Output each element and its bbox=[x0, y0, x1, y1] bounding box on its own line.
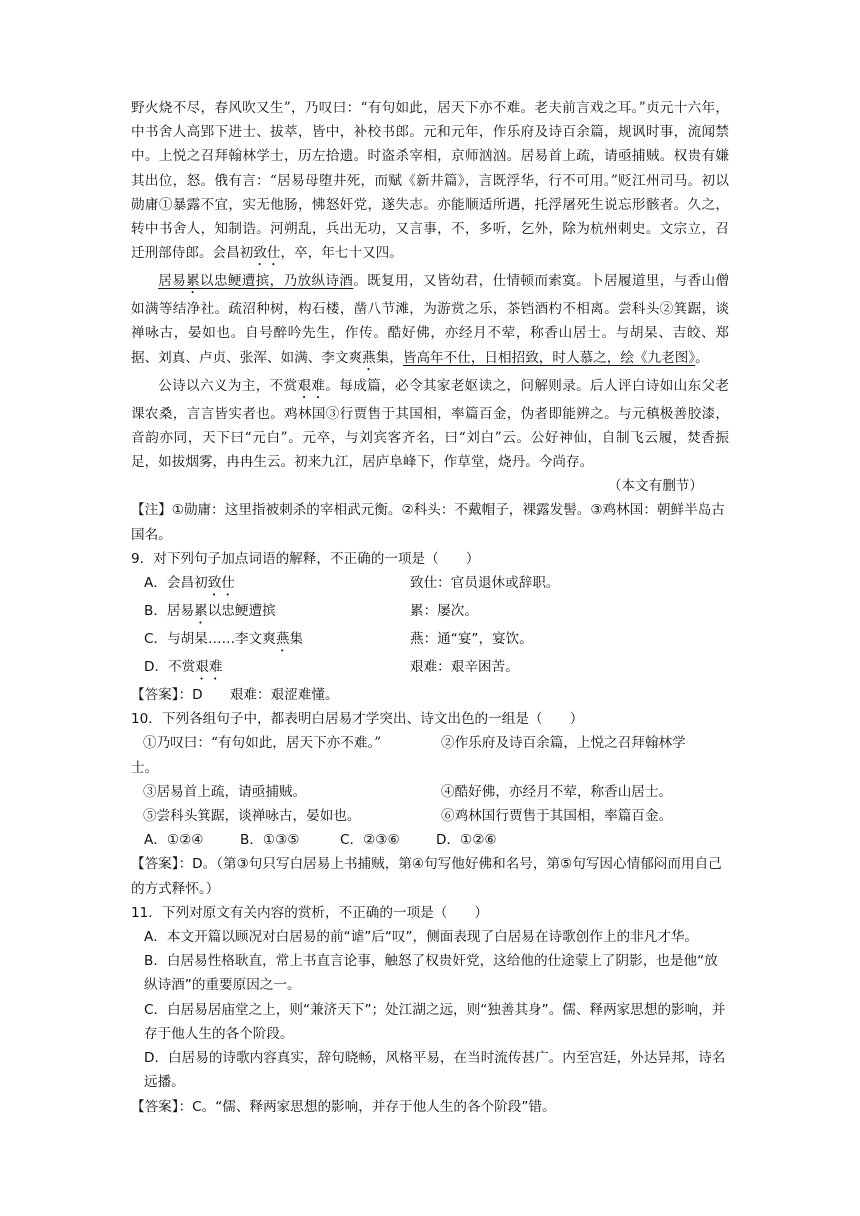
question-9-answer: 【答案】：D 艰难：艰涩难懂。 bbox=[131, 687, 339, 704]
question-11-stem: 11．下列对原文有关内容的赏析，不正确的一项是（ ） bbox=[131, 904, 489, 921]
dotted-word: 艰难 bbox=[297, 377, 326, 394]
q10-choice-c: C．②③⑥ bbox=[340, 832, 400, 849]
q10-choice-a: A．①②④ bbox=[144, 832, 204, 849]
underlined-sentence: 皆高年不仕，日相招致，时人慕之，绘《九老图》 bbox=[402, 349, 696, 366]
q10-row-2: ③居易首上疏，请亟捕贼。 ④酷好佛，亦经月不荤，称香山居士。 bbox=[143, 783, 673, 800]
q10-choice-d: D．①②⑥ bbox=[436, 832, 497, 849]
dotted-word: 燕 bbox=[362, 349, 376, 366]
passage-paragraph-1: 野火烧不尽，春风吹又生”，乃叹曰：“有句如此，居天下亦不难。老夫前言戏之耳。”贞元十六年，中书舍人高郢下进士、拔萃，皆中，补校书郎。元和元年，作乐府及诗百余篇，规讽时事，流闻禁中。上悦之召拜翰林学士，历左拾遗。时盗杀宰相，京师汹汹。居易首上疏，请亟捕贼。权贵有嫌其出位，怒。俄有言：“居易母堕井死，而赋《新井篇》，言既浮华，行不可用。”贬江州司马。初以勋庸①暴露不宜，实无他肠，怫怒奸党，遂失志。亦能顺适所遇，托浮屠死生说忘形骸者。久之，转中书舍人，知制诰。河朔乱，兵出无功，又言事，不，多听，乞外，除为杭州刺史。文宗立，召迁刑部侍郎。会昌初致仕，卒，年七十又四。 bbox=[131, 100, 729, 262]
q9-option-d: D．不赏艰难 艰难：艰辛困苦。 bbox=[144, 659, 519, 676]
passage-paragraph-3: 公诗以六义为主，不赏艰难。每成篇，必令其家老妪读之，问解则录。后人评白诗如山东父老课农桑，言言皆实者也。鸡林国③行贾售于其国相，率篇百金，伪者即能辨之。与元稹极善胶漆，音韵亦同，天下曰“元白”。元卒，与刘宾客齐名，曰“刘白”云。公好神仙，自制飞云履，焚香振足，如拔烟雾，冉冉生云。初来九江，居庐阜峰下，作草堂，烧丹。今尚存。 bbox=[131, 377, 730, 471]
q10-row-3: ⑤尝科头箕踞，谈禅咏古，晏如也。 ⑥鸡林国行贾售于其国相，率篇百金。 bbox=[143, 808, 673, 825]
questions-section bbox=[131, 498, 729, 1118]
passage-paragraph-2: 居易累以忠鲠遭摈，乃放纵诗酒。既复用，又皆幼君，仕情顿而索寞。卜居履道里，与香山僧如满等结净社。疏沼种树，构石楼，凿八节滩，为游赏之乐，茶铛酒杓不相离。尝科头②箕踞，谈禅咏古，晏如也。自号醉吟先生，作传。酷好佛，亦经月不荤，称香山居士。与胡杲、吉皎、郑据、刘真、卢贞、张浑、如满、李文爽燕集，皆高年不仕，日相招致，时人慕之，绘《九老图》。 bbox=[131, 273, 730, 366]
q11-option-c: C．白居易居庙堂之上，则“兼济天下”；处江湖之远，则“独善其身”。儒、释两家思想的影响，并存于他人生的各个阶段。 bbox=[144, 1001, 726, 1042]
source-note: （本文有删节） bbox=[607, 478, 703, 495]
dotted-word: 累 bbox=[186, 273, 200, 290]
q10-row-1-wrap: 士。 bbox=[131, 759, 159, 776]
footnote: 【注】①勋庸：这里指被刺杀的宰相武元衡。②科头：不戴帽子，裸露发髻。③鸡林国：朝鲜半岛古国名。 bbox=[131, 502, 725, 543]
q11-option-d: D．白居易的诗歌内容真实，辞句晓畅，风格平易，在当时流传甚广。内至宫廷，外达异邦，诗名远播。 bbox=[144, 1050, 726, 1091]
q10-row-1: ①乃叹曰：“有句如此，居天下亦不难。” ②作乐府及诗百余篇，上悦之召拜翰林学 bbox=[143, 735, 686, 752]
question-11-answer: 【答案】：C。“儒、释两家思想的影响，并存于他人生的各个阶段”错。 bbox=[131, 1098, 556, 1115]
dotted-word: 致仕 bbox=[253, 245, 281, 262]
q11-option-b: B．白居易性格耿直，常上书直言论事，触怒了权贵奸党，这给他的仕途蒙上了阴影，也是他“放纵诗酒”的重要原因之一。 bbox=[144, 953, 718, 994]
q10-choice-b: B．①③⑤ bbox=[240, 832, 300, 849]
q9-option-b: B．居易累以忠鲠遭摈 累：屡次。 bbox=[144, 603, 478, 620]
q9-option-c: C．与胡杲……李文爽燕集 燕：通“宴”，宴饮。 bbox=[144, 631, 533, 648]
question-10-answer: 【答案】：D。（第③句只写白居易上书捕贼，第④句写他好佛和名号，第⑤句写因心情郁闷而用自己的方式释怀。） bbox=[131, 856, 722, 897]
q10-items bbox=[131, 731, 729, 828]
underlined-sentence: 居易累以忠鲠遭摈，乃放纵诗酒 bbox=[158, 273, 354, 290]
question-9-stem: 9．对下列句子加点词语的解释，不正确的一项是（ ） bbox=[131, 550, 480, 567]
document-page bbox=[131, 96, 729, 1119]
q11-option-a: A．本文开篇以顾况对白居易的前“谑”后“叹”，侧面表现了白居易在诗歌创作上的非凡才华。 bbox=[144, 929, 699, 946]
q9-option-a: A．会昌初致仕 致仕：官员退休或辞职。 bbox=[144, 575, 560, 592]
classical-passage bbox=[131, 96, 729, 498]
q10-choices bbox=[131, 828, 729, 852]
question-10-stem: 10．下列各组句子中，都表明白居易才学突出、诗文出色的一组是（ ） bbox=[131, 711, 584, 728]
